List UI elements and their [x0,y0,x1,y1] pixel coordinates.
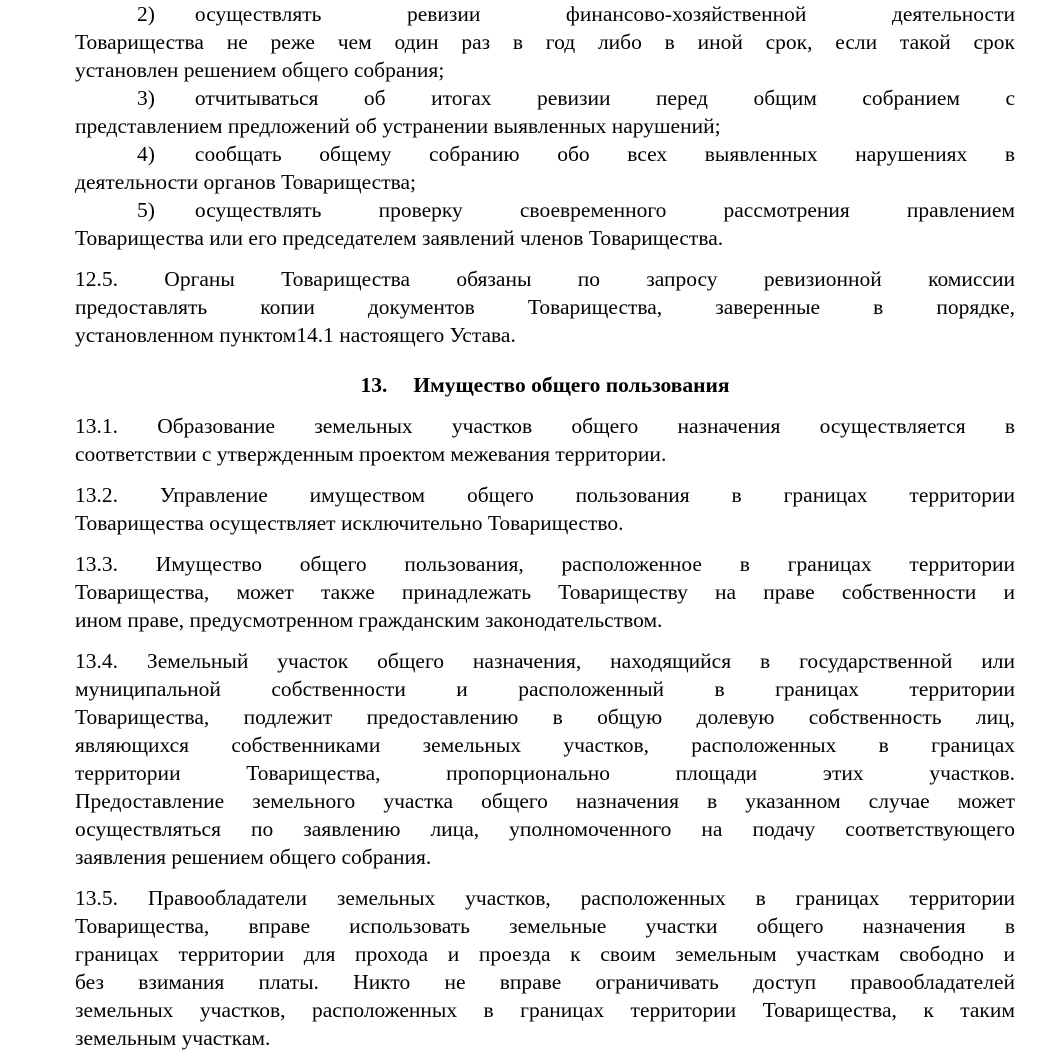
section-title: Имущество общего пользования [413,373,730,397]
text-line: 13.4. Земельный участок общего назначения, находящийся в государственной или [75,649,1015,673]
text-line: земельным участкам. [75,1026,271,1050]
list-item [75,0,1015,84]
text-line: границах территории для прохода и проезда к своим земельным участкам свободно и [75,942,1015,966]
text-line [75,84,1015,112]
text-line: территории Товарищества, пропорционально площади этих участков. [75,761,1015,785]
text-line: установленном пунктом14.1 настоящего Устава. [75,323,516,347]
list-item [75,140,1015,196]
text-line [75,196,1015,224]
text-line: деятельности органов Товарищества; [75,170,416,194]
section-heading [75,371,1015,399]
paragraph [75,481,1015,537]
text-line: 12.5. Органы Товарищества обязаны по запросу ревизионной комиссии [75,267,1015,291]
text-line: муниципальной собственности и расположенный в границах территории [75,677,1015,701]
paragraph [75,412,1015,468]
line-text: сообщать общему собранию обо всех выявленных нарушениях в [194,142,1015,166]
list-item [75,84,1015,140]
list-item [75,196,1015,252]
item-number: 2) [137,2,155,26]
text-line: Товарищества, может также принадлежать Товариществу на праве собственности и [75,580,1015,604]
text-line: представлением предложений об устранении выявленных нарушений; [75,114,721,138]
item-number: 4) [137,142,155,166]
text-line: 13.1. Образование земельных участков общего назначения осуществляется в [75,414,1015,438]
section-number: 13. [360,373,388,397]
paragraph [75,550,1015,634]
document-page [75,0,1015,1052]
text-line: ином праве, предусмотренном гражданским законодательством. [75,608,663,632]
text-line: осуществляться по заявлению лица, уполномоченного на подачу соответствующего [75,817,1015,841]
text-line: 13.3. Имущество общего пользования, расположенное в границах территории [75,552,1015,576]
text-line: заявления решением общего собрания. [75,845,432,869]
text-line: Предоставление земельного участка общего назначения в указанном случае может [75,789,1015,813]
text-line: Товарищества осуществляет исключительно Товарищество. [75,511,624,535]
line-text: осуществлять ревизии финансово-хозяйственной деятельности [194,2,1015,26]
text-line: соответствии с утвержденным проектом межевания территории. [75,442,667,466]
text-line [75,140,1015,168]
text-line: Товарищества, подлежит предоставлению в общую долевую собственность лиц, [75,705,1015,729]
paragraph [75,647,1015,871]
text-line: установлен решением общего собрания; [75,58,445,82]
paragraph [75,884,1015,1052]
text-line: предоставлять копии документов Товарищества, заверенные в порядке, [75,295,1015,319]
text-line: Товарищества не реже чем один раз в год либо в иной срок, если такой срок [75,30,1015,54]
text-line: являющихся собственниками земельных участков, расположенных в границах [75,733,1015,757]
paragraph [75,265,1015,349]
text-line: без взимания платы. Никто не вправе ограничивать доступ правообладателей [75,970,1015,994]
item-number: 3) [137,86,155,110]
line-text: отчитываться об итогах ревизии перед общим собранием с [194,86,1015,110]
item-number: 5) [137,198,155,222]
text-line: 13.5. Правообладатели земельных участков, расположенных в границах территории [75,886,1015,910]
text-line [75,0,1015,28]
text-line: 13.2. Управление имуществом общего пользования в границах территории [75,483,1015,507]
text-line: земельных участков, расположенных в границах территории Товарищества, к таким [75,998,1015,1022]
text-line: Товарищества или его председателем заявлений членов Товарищества. [75,226,724,250]
text-line: Товарищества, вправе использовать земельные участки общего назначения в [75,914,1015,938]
line-text: осуществлять проверку своевременного рассмотрения правлением [194,198,1015,222]
